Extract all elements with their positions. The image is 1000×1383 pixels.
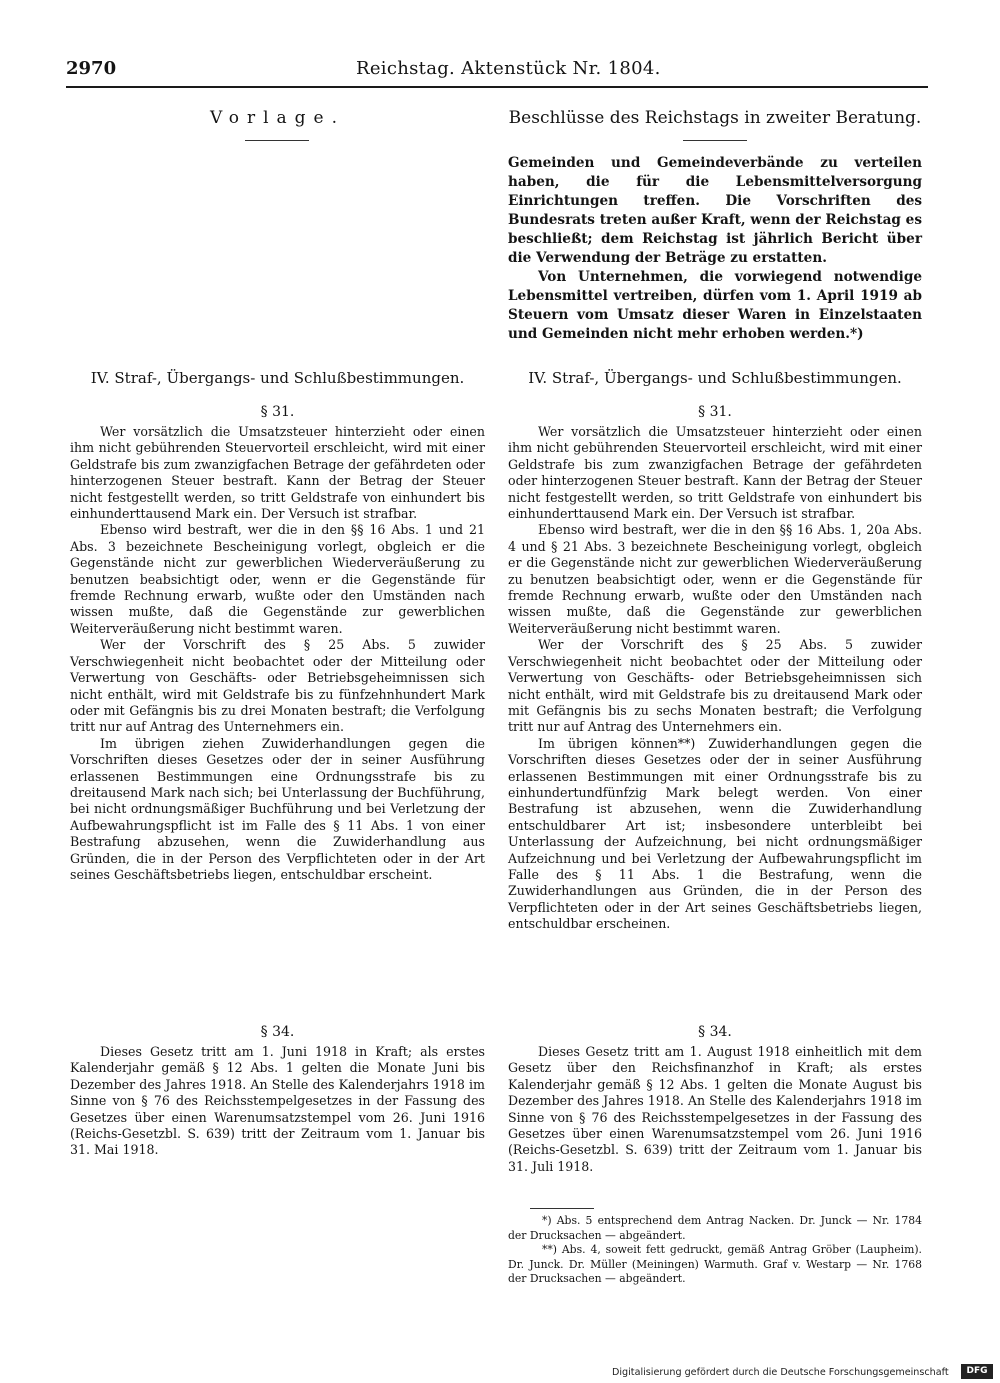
paragraph-34-text	[70, 1044, 485, 1159]
text-paragraph: Wer vorsätzlich die Umsatzsteuer hinterzieht oder einen ihm nicht gebührenden Steuervorteil erschleicht, wird mit einer Geldstrafe bis zum zwanzigfachen Betrage der gefährdeten oder hinterzogenen Steuer bestraft. Kann der Betrag der Steuer nicht festgestellt werden, so tritt Geldstrafe von einhundert bis einhunderttausend Mark ein. Der Versuch ist strafbar.	[70, 424, 485, 522]
text-paragraph: Im übrigen können**) Zuwiderhandlungen gegen die Vorschriften dieses Gesetzes oder der in seiner Ausführung erlassenen Bestimmungen mit einer Ordnungsstrafe bis zu einhundertundfünfzig Mark belegt werden. Von einer Bestrafung ist abzusehen, wenn die Zuwiderhandlung entschuldbarer Art ist; insbesondere unterbleibt bei Unterlassung der Aufzeichnung, bei nicht ordnungsmäßiger Aufzeichnung und bei Verletzung der Aufbewahrungspflicht im Falle des § 11 Abs. 1 die Bestrafung, wenn die Zuwiderhandlungen aus Gründen, die in der Person des Verpflichteten oder in der Art seines Geschäftsbetriebs liegen, entschuldbar erscheinen.	[508, 735, 922, 932]
text-paragraph: Dieses Gesetz tritt am 1. August 1918 einheitlich mit dem Gesetz über den Reichsfinanzhof in Kraft; als erstes Kalenderjahr gemäß § 12 Abs. 1 gelten die Monate August bis Dezember des Jahres 1918. An Stelle des Kalenderjahrs 1918 im Sinne von § 76 des Reichsstempelgesetzes in der Fassung des Gesetzes über einen Warenumsatzstempel vom 26. Juni 1916 (Reichs-Gesetzbl. S. 639) tritt der Zeitraum vom 1. Januar bis 31. Juli 1918.	[508, 1044, 922, 1174]
text-paragraph: Ebenso wird bestraft, wer die in den §§ 16 Abs. 1 und 21 Abs. 3 bezeichnete Bescheinigung vorlegt, obgleich er die Gegenstände nicht zur gewerblichen Wiederveräußerung zu benutzen beabsichtigt oder, wenn er die Gegenstände für fremde Rechnung erwarb, wußte oder den Umständen nach wissen mußte, daß die Gegenstände zur gewerblichen Weiterveräußerung nicht bestimmt waren.	[70, 522, 485, 636]
column-title: Beschlüsse des Reichstags in zweiter Beratung.	[508, 108, 922, 128]
paragraph-31-heading: § 31.	[260, 404, 295, 420]
text-paragraph: Im übrigen ziehen Zuwiderhandlungen gegen die Vorschriften dieses Gesetzes oder der in seiner Ausführung erlassenen Bestimmungen eine Ordnungsstrafe bis zu dreitausend Mark nach sich; bei Unterlassung der Buchführung, bei nicht ordnungsmäßiger Buchführung und bei Verletzung der Aufbewahrungspflicht ist im Falle des § 11 Abs. 1 von einer Bestrafung abzusehen, wenn die Zuwiderhandlung aus Gründen, die in der Person des Verpflichteten oder in der Art seines Geschäftsbetriebs liegen, entschuldbar erscheint.	[70, 735, 485, 882]
header-rule	[66, 86, 928, 88]
section-heading: IV. Straf-, Übergangs- und Schlußbestimmungen.	[90, 369, 465, 387]
title-rule	[683, 140, 747, 141]
page-header	[66, 58, 916, 84]
text-paragraph: Dieses Gesetz tritt am 1. Juni 1918 in Kraft; als erstes Kalenderjahr gemäß § 12 Abs. 1 gelten die Monate Juni bis Dezember des Jahres 1918. An Stelle des Kalenderjahrs 1918 im Sinne von § 76 des Reichsstempelgesetzes in der Fassung des Gesetzes über einen Warenumsatzstempel vom 26. Juni 1916 (Reichs-Gesetzbl. S. 639) tritt der Zeitraum vom 1. Januar bis 31. Mai 1918.	[70, 1044, 485, 1158]
page-number: 2970	[66, 58, 117, 79]
digitization-credit: Digitalisierung gefördert durch die Deutsche Forschungsgemeinschaft	[612, 1367, 949, 1378]
text-paragraph: Ebenso wird bestraft, wer die in den §§ 16 Abs. 1, 20a Abs. 4 und § 21 Abs. 3 bezeichnete Bescheinigung vorlegt, obgleich er die Gegenstände nicht zur gewerblichen Wiederveräußerung zu benutzen beabsichtigt oder, wenn er die Gegenstände für fremde Rechnung erwarb, wußte oder den Umständen nach wissen mußte, daß die Gegenstände zur gewerblichen Weiterveräußerung nicht bestimmt waren.	[508, 522, 922, 636]
paragraph-31-text	[70, 424, 485, 883]
footnote-rule	[530, 1208, 594, 1209]
section-heading: IV. Straf-, Übergangs- und Schlußbestimmungen.	[528, 369, 902, 387]
paragraph-34-heading: § 34.	[698, 1024, 732, 1040]
paragraph-34-heading: § 34.	[260, 1024, 295, 1040]
dfg-logo: DFG	[961, 1364, 993, 1379]
paragraph-31-heading: § 31.	[698, 404, 732, 420]
paragraph-34-text	[508, 1044, 922, 1175]
text-paragraph: Von Unternehmen, die vorwiegend notwendige Lebensmittel vertreiben, dürfen vom 1. April 1919 ab Steuern vom Umsatz dieser Waren in Einzelstaaten und Gemeinden nicht mehr erhoben werden.*)	[508, 269, 922, 342]
footnote: *) Abs. 5 entsprechend dem Antrag Nacken. Dr. Junck — Nr. 1784 der Drucksachen — abgeändert.	[508, 1214, 922, 1242]
column-title: Vorlage.	[210, 108, 345, 128]
text-paragraph: Wer der Vorschrift des § 25 Abs. 5 zuwider Verschwiegenheit nicht beobachtet oder der Mitteilung oder Verwertung von Geschäfts- oder Betriebsgeheimnissen sich nicht enthält, wird mit Geldstrafe bis zu fünfzehnhundert Mark oder mit Gefängnis bis zu drei Monaten bestraft; die Verfolgung tritt nur auf Antrag des Unternehmers ein.	[70, 637, 485, 735]
text-paragraph: Wer vorsätzlich die Umsatzsteuer hinterzieht oder einen ihm nicht gebührenden Steuervorteil erschleicht, wird mit einer Geldstrafe bis zum zwanzigfachen Betrage der gefährdeten oder hinterzogenen Steuer bestraft. Kann der Betrag der Steuer nicht festgestellt werden, so tritt Geldstrafe von einhundert bis einhunderttausend Mark ein. Der Versuch ist strafbar.	[508, 424, 922, 522]
bold-amendment-block	[508, 154, 922, 344]
running-head: Reichstag. Aktenstück Nr. 1804.	[356, 58, 661, 79]
footnote: **) Abs. 4, soweit fett gedruckt, gemäß Antrag Gröber (Laupheim). Dr. Junck. Dr. Müller (Meiningen) Warmuth. Graf v. Westarp — Nr. 1768 der Drucksachen — abgeändert.	[508, 1243, 922, 1285]
text-paragraph: Wer der Vorschrift des § 25 Abs. 5 zuwider Verschwiegenheit nicht beobachtet oder der Mitteilung oder Verwertung von Geschäfts- oder Betriebsgeheimnissen sich nicht enthält, wird mit Geldstrafe bis zu dreitausend Mark oder mit Gefängnis bis zu sechs Monaten bestraft; die Verfolgung tritt nur auf Antrag des Unternehmers ein.	[508, 637, 922, 735]
title-rule	[245, 140, 309, 141]
footnotes	[508, 1214, 922, 1287]
text-paragraph: Gemeinden und Gemeindeverbände zu verteilen haben, die für die Lebensmittelversorgung Einrichtungen treffen. Die Vorschriften des Bundesrats treten außer Kraft, wenn der Reichstag es beschließt; dem Reichstag ist jährlich Bericht über die Verwendung der Beträge zu erstatten.	[508, 155, 922, 266]
paragraph-31-text	[508, 424, 922, 933]
